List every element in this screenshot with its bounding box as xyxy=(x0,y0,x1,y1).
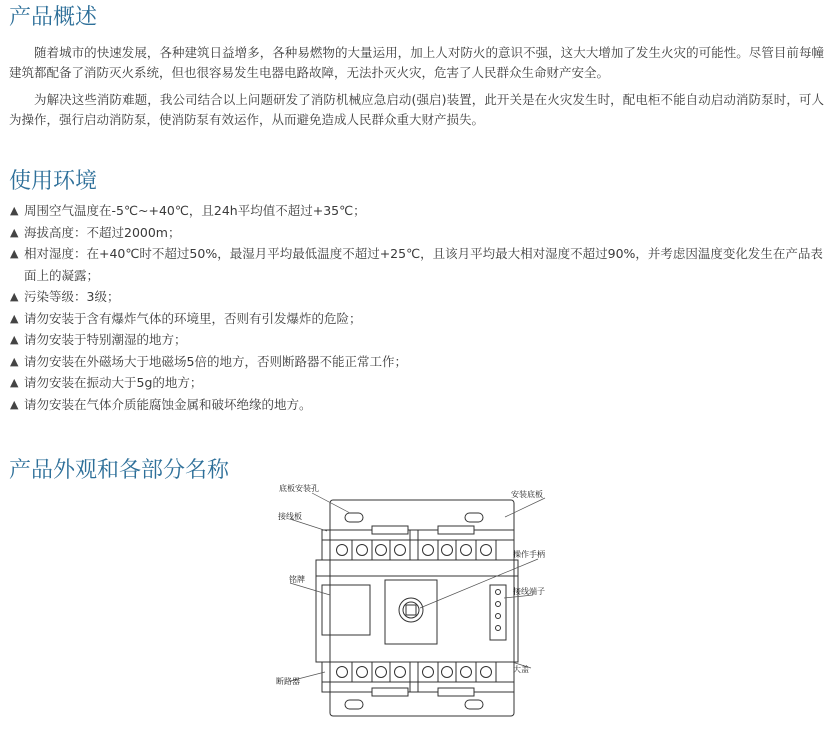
triangle-bullet-icon: ▲ xyxy=(10,204,19,217)
label-base-hole: 底板安装孔 xyxy=(279,484,319,493)
mount-plate-outline xyxy=(330,500,514,716)
main-body xyxy=(316,560,518,662)
mount-hole xyxy=(465,700,483,709)
section-title-overview: 产品概述 xyxy=(9,5,98,30)
mount-hole xyxy=(465,513,483,522)
label-mount-plate: 安装底板 xyxy=(511,490,543,499)
label-wiring-board: 接线板 xyxy=(278,512,302,521)
label-breaker: 断路器 xyxy=(276,677,300,686)
label-cover: 大盖 xyxy=(513,665,529,674)
list-item: ▲ 污染等级：3级； xyxy=(9,286,824,308)
handle-housing xyxy=(385,580,437,644)
triangle-bullet-icon: ▲ xyxy=(10,397,19,411)
section-title-environment: 使用环境 xyxy=(9,169,98,194)
overview-paragraph-1: 随着城市的快速发展，各种建筑日益增多，各种易燃物的大量运用，加上人对防火的意识不强，这大大增加了发生火灾的可能性。尽管目前每幢建筑都配备了消防灭火系统，但也很容易发生电器电路故障，无法扑灭火灾，危害了人民群众生命财产安全。 xyxy=(9,45,824,80)
terminal-screws xyxy=(337,545,492,678)
label-handle: 操作手柄 xyxy=(513,550,545,559)
list-item: ▲ 请勿安装在气体介质能腐蚀金属和破坏绝缘的地方。 xyxy=(9,394,824,416)
mount-hole xyxy=(345,513,363,522)
list-item: ▲ 请勿安装在外磁场大于地磁场5倍的地方，否则断路器不能正常工作； xyxy=(9,351,824,373)
list-item: ▲ 相对湿度：在+40℃时不超过50%，最湿月平均最低温度不超过+25℃，且该月平均最大相对湿度不超过90%，并考虑因温度变化发生在产品表面上的凝露； xyxy=(9,243,824,286)
triangle-bullet-icon: ▲ xyxy=(10,290,19,303)
list-item: ▲ 周围空气温度在-5℃~+40℃，且24h平均值不超过+35℃； xyxy=(9,200,824,222)
triangle-bullet-icon: ▲ xyxy=(10,354,19,368)
mount-hole xyxy=(345,700,363,709)
triangle-bullet-icon: ▲ xyxy=(10,311,19,325)
section-title-appearance: 产品外观和各部分名称 xyxy=(9,458,230,483)
triangle-bullet-icon: ▲ xyxy=(10,225,19,239)
label-nameplate: 铭牌 xyxy=(289,575,305,584)
triangle-bullet-icon: ▲ xyxy=(10,333,19,346)
overview-paragraph-2: 为解决这些消防难题，我公司结合以上问题研发了消防机械应急启动(强启)装置，此开关是在火灾发生时，配电柜不能自动启动消防泵时，可人为操作，强行启动消防泵，使消防泵有效运作，从而避免造成人民群众重大财产损失。 xyxy=(9,92,824,127)
list-item: ▲ 请勿安装于特别潮湿的地方； xyxy=(9,329,824,351)
label-terminal: 接线端子 xyxy=(513,587,545,596)
triangle-bullet-icon: ▲ xyxy=(10,247,19,260)
list-item: ▲ 请勿安装在振动大于5g的地方； xyxy=(9,372,824,394)
terminal-column xyxy=(490,585,506,640)
list-item: ▲ 请勿安装于含有爆炸气体的环境里，否则有引发爆炸的危险； xyxy=(9,308,824,330)
list-item: ▲ 海拔高度：不超过2000m； xyxy=(9,222,824,244)
nameplate-outline xyxy=(322,585,370,635)
triangle-bullet-icon: ▲ xyxy=(10,376,19,389)
